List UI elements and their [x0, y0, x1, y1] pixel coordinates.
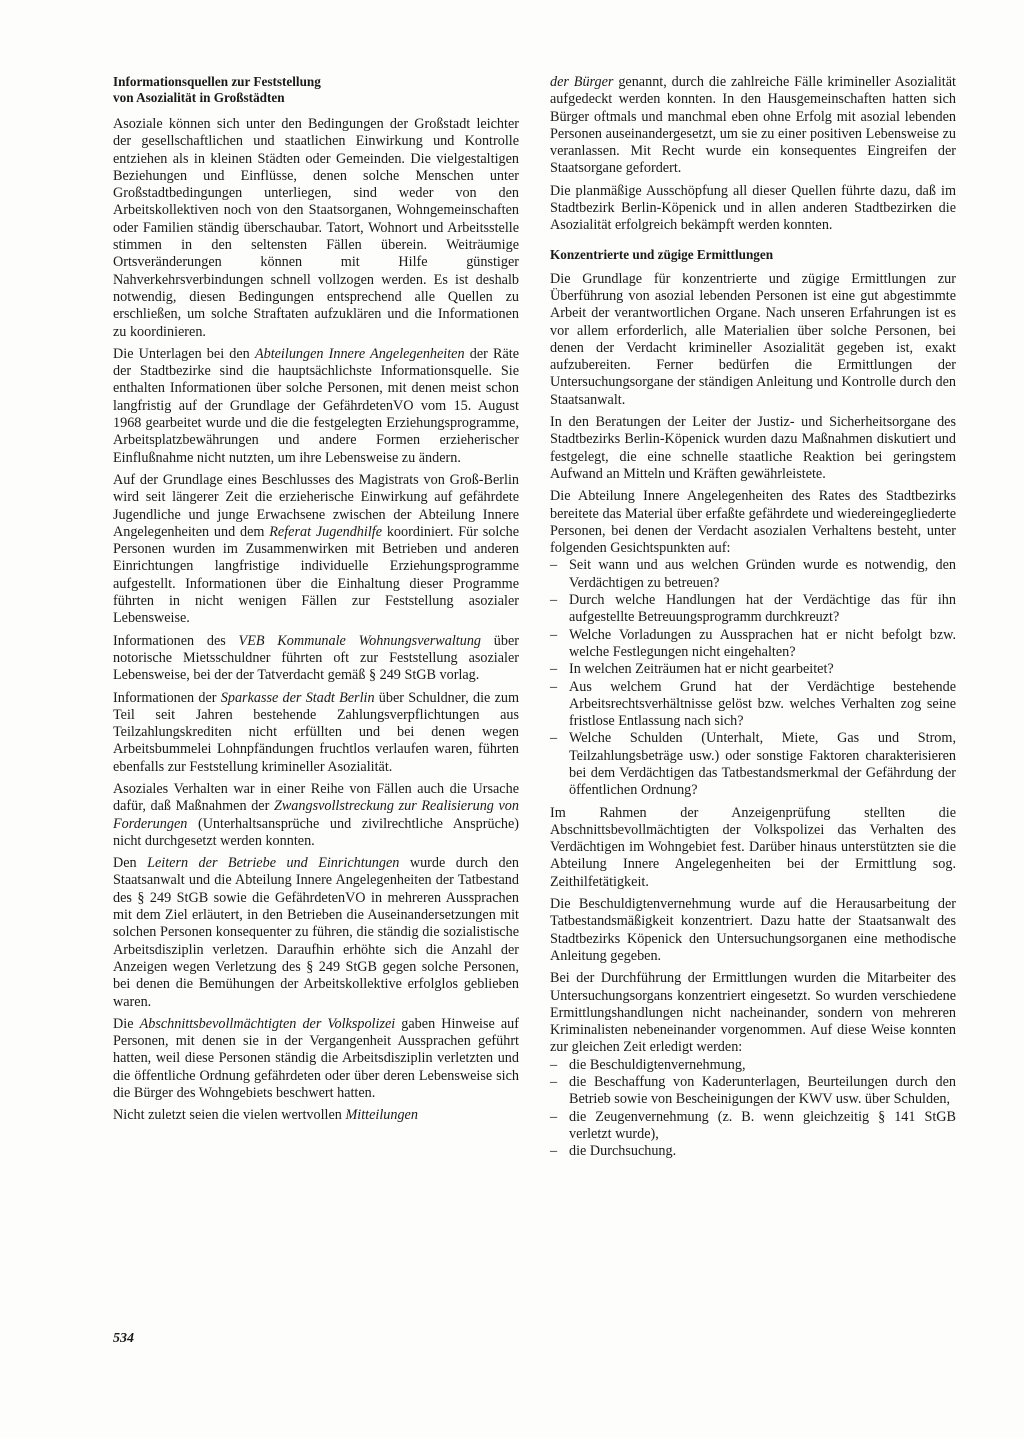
paragraph: Im Rahmen der Anzeigenprüfung stellten die Abschnittsbevollmächtigten der Volkspolizei das Verhalten des Verdächtigen im Wohngebiet fest. Darüber hinaus unterstützten sie die Abteilung Innere Angelegenheiten bei der Ermittlung sog. Zeithilfetätigkeit.: [550, 804, 956, 890]
list-item: – die Beschuldigtenvernehmung,: [550, 1057, 956, 1074]
heading-line-1: Informationsquellen zur Feststellung: [113, 74, 321, 89]
paragraph: [113, 633, 519, 685]
text-run: gaben Hinweise auf Personen, mit denen sie in der Vergangenheit Aussprachen geführt hatten, weil diese Personen ständig die Arbeitsdisziplin verletzten und die öffentliche Ordnung gefährdeten oder über deren Lebensweise sich die Bürger des Wohngebiets beschwert hatten.: [113, 1015, 519, 1102]
italic-term: Mitteilungen: [345, 1107, 418, 1124]
paragraph: [550, 74, 956, 178]
list-item: – die Zeugenvernehmung (z. B. wenn gleichzeitig § 141 StGB verletzt wurde),: [550, 1109, 956, 1144]
italic-term: Abteilungen Innere Angelegenheiten: [254, 345, 465, 362]
paragraph: [113, 346, 519, 467]
text-run: Nicht zuletzt seien die vielen wertvollen: [113, 1107, 346, 1124]
left-column: [113, 74, 519, 1130]
italic-term: Leitern der Betriebe und Einrichtungen: [147, 855, 400, 872]
italic-term: Referat Jugendhilfe: [269, 523, 383, 540]
text-run: der Räte der Stadtbezirke sind die hauptsächlichste Informationsquelle. Sie enthalten Informationen über solche Personen, mit denen meist schon langfristig auf der Grundlage der GefährdetenVO vom 15. August 1968 gearbeitet wurde und die die festgelegten Erziehungsprogramme, Arbeitsplatzbewährungen und andere Formen erzieherischer Einflußnahme nicht nutzten, um ihre Lebensweise zu ändern.: [113, 345, 519, 466]
text-run: (Unterhaltsansprüche und zivilrechtliche Ansprüche) nicht durchgesetzt werden konnten.: [113, 815, 519, 849]
task-list: [550, 1057, 956, 1161]
paragraph: [113, 690, 519, 776]
list-item: – Seit wann und aus welchen Gründen wurde es notwendig, den Verdächtigen zu betreuen?: [550, 557, 956, 592]
text-run: Den: [113, 855, 148, 872]
text-run: Die Unterlagen bei den: [113, 345, 255, 362]
list-item: – In welchen Zeiträumen hat er nicht gearbeitet?: [550, 661, 956, 678]
paragraph: [113, 1107, 519, 1124]
question-list: [550, 557, 956, 799]
text-run: Informationen des: [113, 632, 239, 649]
heading-line-2: von Asozialität in Großstädten: [113, 90, 285, 105]
text-run: über notorische Mietsschuldner führten oft zur Feststellung asozialer Lebensweise, bei der der Tatverdacht gemäß § 249 StGB vorlag.: [113, 632, 519, 684]
list-item: – Welche Vorladungen zu Aussprachen hat er nicht befolgt bzw. welche Festlegungen nicht eingehalten?: [550, 627, 956, 662]
section-heading-investigations: Konzentrierte und zügige Ermittlungen: [550, 246, 774, 262]
list-item: – die Beschaffung von Kaderunterlagen, Beurteilungen durch den Betrieb sowie von Bescheinigungen der KWV usw. über Schulden,: [550, 1074, 956, 1109]
section-heading-sources: [113, 74, 519, 106]
italic-term: Abschnittsbevollmächtigten der Volkspolizei: [139, 1015, 396, 1032]
paragraph: Die planmäßige Ausschöpfung all dieser Quellen führte dazu, daß im Stadtbezirk Berlin-Köpenick und in allen anderen Stadtbezirken die Asozialität erfolgreich bekämpft werden konnten.: [550, 182, 956, 234]
text-run: Asoziales Verhalten war in einer Reihe von Fällen auch die Ursache dafür, daß Maßnahmen der: [113, 780, 519, 815]
list-item: – Durch welche Handlungen hat der Verdächtige das für ihn aufgestellte Betreuungsprogramm durchkreuzt?: [550, 592, 956, 627]
text-run: koordiniert. Für solche Personen wurden im Zusammenwirken mit Betrieben und anderen Einrichtungen langfristige individuelle Erziehungsprogramme aufgestellt. Informationen über die Einhaltung dieser Programme führten in nicht wenigen Fällen zur Feststellung asozialer Lebensweise.: [113, 523, 520, 627]
list-item: – Welche Schulden (Unterhalt, Miete, Gas und Strom, Teilzahlungsbeträge usw.) oder sonstige Faktoren charakterisieren bei dem Verdächtigen das Tatbestandsmerkmal der Gefährdung der öffentlichen Ordnung?: [550, 730, 956, 799]
italic-term: Zwangsvollstreckung zur Realisierung von Forderungen: [113, 798, 519, 832]
paragraph: [113, 855, 519, 1011]
paragraph: Asoziale können sich unter den Bedingungen der Großstadt leichter der gesellschaftlichen und staatlichen Einwirkung und Kontrolle entziehen als in kleinen Städten oder Gemeinden. Die vielgestaltigen Beziehungen und Einflüsse, denen solche Menschen unter Großstadtbedingungen unterliegen, sind weder von den Arbeitskollektiven noch von den Staatsorganen, Wohngemeinschaften oder Familien ständig überschaubar. Tatort, Wohnort und Arbeitsstelle stimmen in den seltensten Fällen überein. Weiträumige Ortsveränderungen können mit Hilfe günstiger Nahverkehrsverbindungen schnell vollzogen werden. Es ist deshalb notwendig, diesen Bedingungen entsprechend alle Quellen zu erschließen, um solche Straftaten aufzuklären und die Informationen zu koordinieren.: [113, 116, 519, 340]
paragraph: Bei der Durchführung der Ermittlungen wurden die Mitarbeiter des Untersuchungsorgans konzentriert eingesetzt. So wurden verschiedene Ermittlungshandlungen nicht nacheinander, sondern von mehreren Kriminalisten nebeneinander vorgenommen. Auf diese Weise konnten zur gleichen Zeit erledigt werden:: [550, 970, 956, 1056]
list-item: – die Durchsuchung.: [550, 1143, 956, 1160]
paragraph: [113, 472, 519, 628]
text-run: wurde durch den Staatsanwalt und die Abteilung Innere Angelegenheiten der Tatbestand des § 249 StGB sowie die GefährdetenVO in mehreren Aussprachen mit dem Ziel erläutert, in den Betrieben die Auseinandersetzungen mit solchen Personen konsequenter zu führen, die ständig die sozialistische Arbeitsdisziplin verletzen. Daraufhin erhöhte sich die Anzahl der Anzeigen wegen Verletzung des § 249 StGB gegen solche Personen, bei denen die Bemühungen der Arbeitskollektive erfolglos geblieben waren.: [113, 855, 520, 1010]
paragraph: Die Abteilung Innere Angelegenheiten des Rates des Stadtbezirks bereitete das Material über erfaßte gefährdete und wiedereingegliederte Personen, bei denen der Verdacht asozialen Verhaltens besteht, unter folgenden Gesichtspunkten auf:: [550, 488, 956, 557]
page-number: 534: [113, 1331, 134, 1346]
text-run: Informationen der: [113, 689, 221, 706]
paragraph: [113, 781, 519, 850]
text-run: Die: [113, 1015, 140, 1032]
list-item: – Aus welchem Grund hat der Verdächtige bestehende Arbeitsrechtsverhältnisse gelöst bzw. welches Verhalten zog seine fristlose Entlassung nach sich?: [550, 679, 956, 731]
paragraph: Die Beschuldigtenvernehmung wurde auf die Herausarbeitung der Tatbestandsmäßigkeit konzentriert. Dazu hatte der Staatsanwalt des Stadtbezirks Köpenick den Untersuchungsorganen eine methodische Anleitung gegeben.: [550, 896, 956, 964]
text-run: über Schuldner, die zum Teil seit Jahren bestehende Zahlungsverpflichtungen aus Teilzahlungskrediten nicht erfüllten und bei denen wegen Arbeitsbummelei Lohnpfändungen fruchtlos verlaufen waren, führten ebenfalls zur Feststellung krimineller Asozialität.: [113, 689, 519, 775]
text-run: genannt, durch die zahlreiche Fälle krimineller Asozialität aufgedeckt werden konnten. In den Hausgemeinschaften hatten sich Bürger oftmals und manchmal eben ohne Erfolg mit asozial lebenden Personen auseinandergesetzt, um sie zu einer positiven Lebensweise zu veranlassen. Mit Recht wurde ein konsequentes Eingreifen der Staatsorgane gefordert.: [550, 74, 956, 177]
right-column: [550, 74, 956, 1166]
italic-term: der Bürger: [550, 74, 614, 90]
text-run: Auf der Grundlage eines Beschlusses des Magistrats von Groß-Berlin wird seit längerer Zeit die erzieherische Einwirkung auf gefährdete Jugendliche und junge Erwachsene zwischen der Abteilung Innere Angelegenheiten und dem: [113, 471, 519, 540]
paragraph: Die Grundlage für konzentrierte und zügige Ermittlungen zur Überführung von asozial lebenden Personen ist eine gut abgestimmte Arbeit der verantwortlichen Organe. Nach unseren Erfahrungen ist es vor allem erforderlich, alle Materialien über solche Personen, bei denen der Verdacht krimineller Asozialität gegeben ist, exakt aufzubereiten. Ferner bedürfen die Ermittlungen der Untersuchungsorgane der ständigen Anleitung und Kontrolle durch den Staatsanwalt.: [550, 270, 956, 408]
italic-term: VEB Kommunale Wohnungsverwaltung: [238, 632, 482, 649]
paragraph: [113, 1016, 519, 1102]
paragraph: In den Beratungen der Leiter der Justiz- und Sicherheitsorgane des Stadtbezirks Berlin-Köpenick wurden dazu Maßnahmen diskutiert und festgelegt, die eine schnelle staatliche Reaktion bei geringstem Aufwand an Mitteln und Kräften gewährleistete.: [550, 414, 956, 482]
italic-term: Sparkasse der Stadt Berlin: [220, 689, 375, 706]
